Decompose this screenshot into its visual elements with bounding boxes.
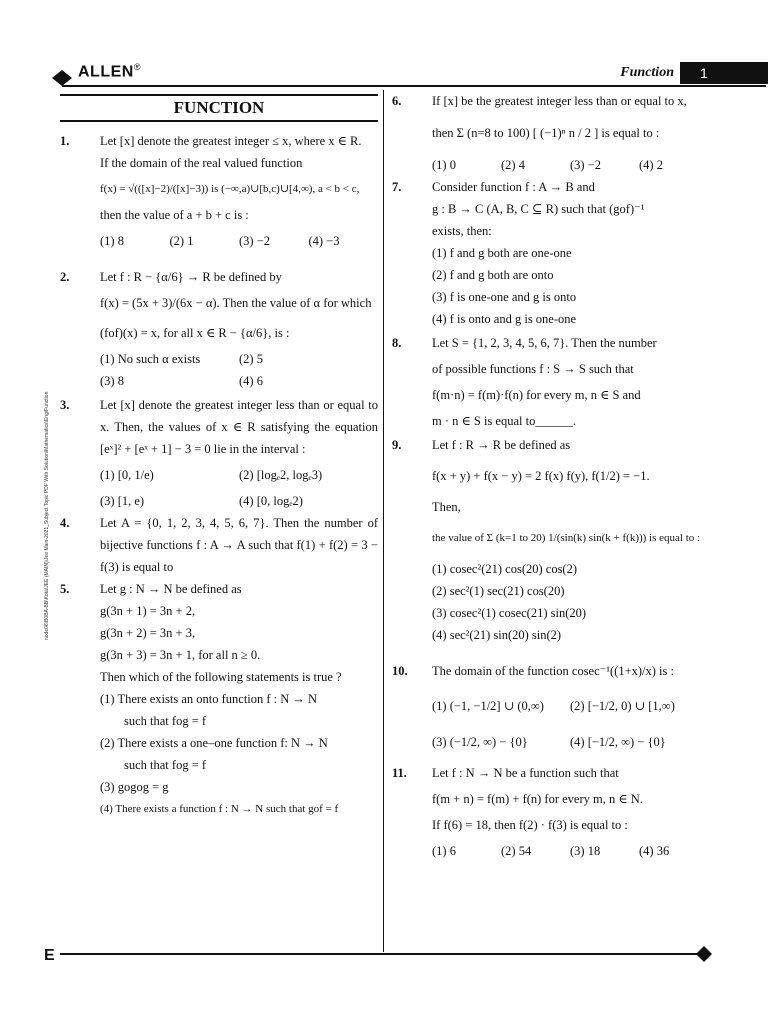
question-number: 4.	[60, 516, 70, 530]
side-path-text: node06\B0BA-BB\Kota\JEE (MAIN)\Jee Main-2021_Subject Topic PDF With Solution\Mathematics\Eng\Function	[44, 391, 50, 640]
option: (4) f is onto and g is one-one	[432, 312, 577, 326]
question-number: 6.	[392, 94, 402, 108]
option: (3) −2	[570, 158, 601, 172]
option: (3) (−1/2, ∞) − {0}	[432, 735, 528, 749]
option: (1) (−1, −1/2] ∪ (0,∞)	[432, 699, 544, 713]
question-number: 7.	[392, 180, 402, 194]
option: (3) cosec²(1) cosec(21) sin(20)	[432, 606, 587, 620]
question-text: The domain of the function cosec⁻¹((1+x)/x) is :	[432, 664, 674, 678]
question-text: of possible functions f : S → S such that	[432, 362, 634, 376]
option: (2) 5	[239, 352, 263, 366]
question-6	[392, 90, 708, 176]
question-9	[392, 434, 708, 646]
option: (1) f and g both are one-one	[432, 246, 572, 260]
option: (2) There exists a one–one function f: N → N	[100, 736, 328, 750]
question-text: f(m·n) = f(m)·f(n) for every m, n ∈ S and	[432, 388, 641, 402]
question-text: m · n ∈ S is equal to______.	[432, 414, 576, 428]
question-number: 11.	[392, 766, 407, 780]
question-text: Let f : R − {α/6} → R be defined by	[100, 270, 282, 284]
option: (1) cosec²(21) cos(20) cos(2)	[432, 562, 578, 576]
option: (4) [0, logₑ2)	[239, 494, 303, 508]
footer-letter: E	[44, 947, 55, 964]
question-text: If [x] be the greatest integer less than or equal to x,	[432, 94, 687, 108]
question-text: exists, then:	[432, 224, 492, 238]
question-3	[60, 394, 378, 512]
diamond-right-icon	[696, 946, 712, 962]
option: (4) There exists a function f : N → N such that gof = f	[100, 803, 339, 815]
question-text: Then,	[432, 500, 461, 514]
option: (2) 1	[169, 234, 194, 248]
question-1	[60, 130, 378, 252]
question-text: Let [x] denote the greatest integer less than or equal to x. Then, the values of x ∈ R satisfying the equation [eˣ]² + [eˣ + 1] − 3 = 0 lie in the interval :	[100, 398, 378, 456]
question-11	[392, 760, 708, 864]
diamond-left-icon	[52, 70, 72, 86]
option: (4) 36	[639, 844, 670, 858]
footer-rule	[58, 944, 718, 964]
question-text: g(3n + 1) = 3n + 2,	[100, 604, 196, 618]
question-4	[60, 512, 378, 578]
question-number: 2.	[60, 270, 70, 284]
question-text: Let S = {1, 2, 3, 4, 5, 6, 7}. Then the number	[432, 336, 657, 350]
option: (2) sec²(1) sec(21) cos(20)	[432, 584, 565, 598]
option: (2) f and g both are onto	[432, 268, 554, 282]
question-text: f(m + n) = f(m) + f(n) for every m, n ∈ N.	[432, 792, 643, 806]
page-number: 1	[680, 62, 768, 84]
option: such that fog = f	[124, 714, 207, 728]
option: (2) [−1/2, 0) ∪ [1,∞)	[570, 699, 675, 713]
option: (3) [1, e)	[100, 494, 145, 508]
option: (3) 18	[570, 844, 601, 858]
question-text: g(3n + 2) = 3n + 3,	[100, 626, 196, 640]
header-right	[620, 62, 768, 84]
question-text: Let [x] denote the greatest integer ≤ x, where x ∈ R.	[100, 134, 362, 148]
option: (1) 6	[432, 844, 456, 858]
question-2	[60, 266, 378, 392]
option: (1) 0	[432, 158, 456, 172]
question-text: then the value of a + b + c is :	[100, 208, 249, 222]
brand-mark: ®	[133, 62, 141, 72]
question-7	[392, 176, 708, 330]
question-5	[60, 578, 378, 820]
option: (4) sec²(21) sin(20) sin(2)	[432, 628, 562, 642]
question-number: 10.	[392, 664, 408, 678]
question-text: g : B → C (A, B, C ⊆ R) such that (gof)⁻¹	[432, 202, 645, 216]
option: (3) −2	[239, 234, 270, 248]
question-text: Let g : N → N be defined as	[100, 582, 242, 596]
option: (4) 6	[239, 374, 263, 388]
question-number: 3.	[60, 398, 70, 412]
option: (1) [0, 1/e)	[100, 468, 154, 482]
option: (3) gogog = g	[100, 780, 169, 794]
question-text: f(x) = (5x + 3)/(6x − α). Then the value of α for which	[100, 296, 372, 310]
option: (2) 4	[501, 158, 525, 172]
question-number: 9.	[392, 438, 402, 452]
option: (2) [logₑ2, logₑ3)	[239, 468, 323, 482]
section-title: FUNCTION	[60, 94, 378, 122]
formula: then Σ (n=8 to 100) [ (−1)ⁿ n / 2 ] is equal to :	[432, 126, 660, 140]
question-8	[392, 330, 708, 434]
option: (4) [−1/2, ∞) − {0}	[570, 735, 666, 749]
right-column	[392, 90, 708, 864]
option: (2) 54	[501, 844, 532, 858]
option: (4) −3	[308, 234, 340, 248]
left-column	[60, 94, 378, 820]
formula: the value of Σ (k=1 to 20) 1/(sin(k) sin(k + f(k))) is equal to :	[432, 532, 701, 544]
question-text: g(3n + 3) = 3n + 1, for all n ≥ 0.	[100, 648, 261, 662]
question-text: Then which of the following statements is true ?	[100, 670, 342, 684]
question-text: Let f : N → N be a function such that	[432, 766, 619, 780]
question-text: (fof)(x) = x, for all x ∈ R − {α/6}, is :	[100, 326, 290, 340]
question-text: Let A = {0, 1, 2, 3, 4, 5, 6, 7}. Then the number of bijective functions f : A → A such that f(1) + f(2) = 3 − f(3) is equal to	[100, 516, 378, 574]
option: (4) 2	[639, 158, 663, 172]
option: (3) f is one-one and g is onto	[432, 290, 577, 304]
option: (1) No such α exists	[100, 352, 201, 366]
question-text: Let f : R → R be defined as	[432, 438, 571, 452]
question-number: 8.	[392, 336, 402, 350]
option: (1) There exists an onto function f : N → N	[100, 692, 318, 706]
brand-name: ALLEN	[78, 63, 134, 81]
header-title: Function	[620, 65, 674, 80]
question-text: If the domain of the real valued function	[100, 156, 303, 170]
formula: f(x + y) + f(x − y) = 2 f(x) f(y), f(1/2) = −1.	[432, 469, 650, 483]
question-number: 5.	[60, 582, 70, 596]
option: (3) 8	[100, 374, 124, 388]
option: (1) 8	[100, 234, 124, 248]
column-divider	[383, 90, 384, 952]
formula: f(x) = √(([x]−2)/([x]−3)) is (−∞,a)∪[b,c)∪[4,∞), a < b < c,	[100, 183, 360, 195]
option: such that fog = f	[124, 758, 207, 772]
question-text: If f(6) = 18, then f(2) · f(3) is equal to :	[432, 818, 628, 832]
question-text: Consider function f : A → B and	[432, 180, 595, 194]
question-10	[392, 654, 708, 760]
question-number: 1.	[60, 134, 70, 148]
